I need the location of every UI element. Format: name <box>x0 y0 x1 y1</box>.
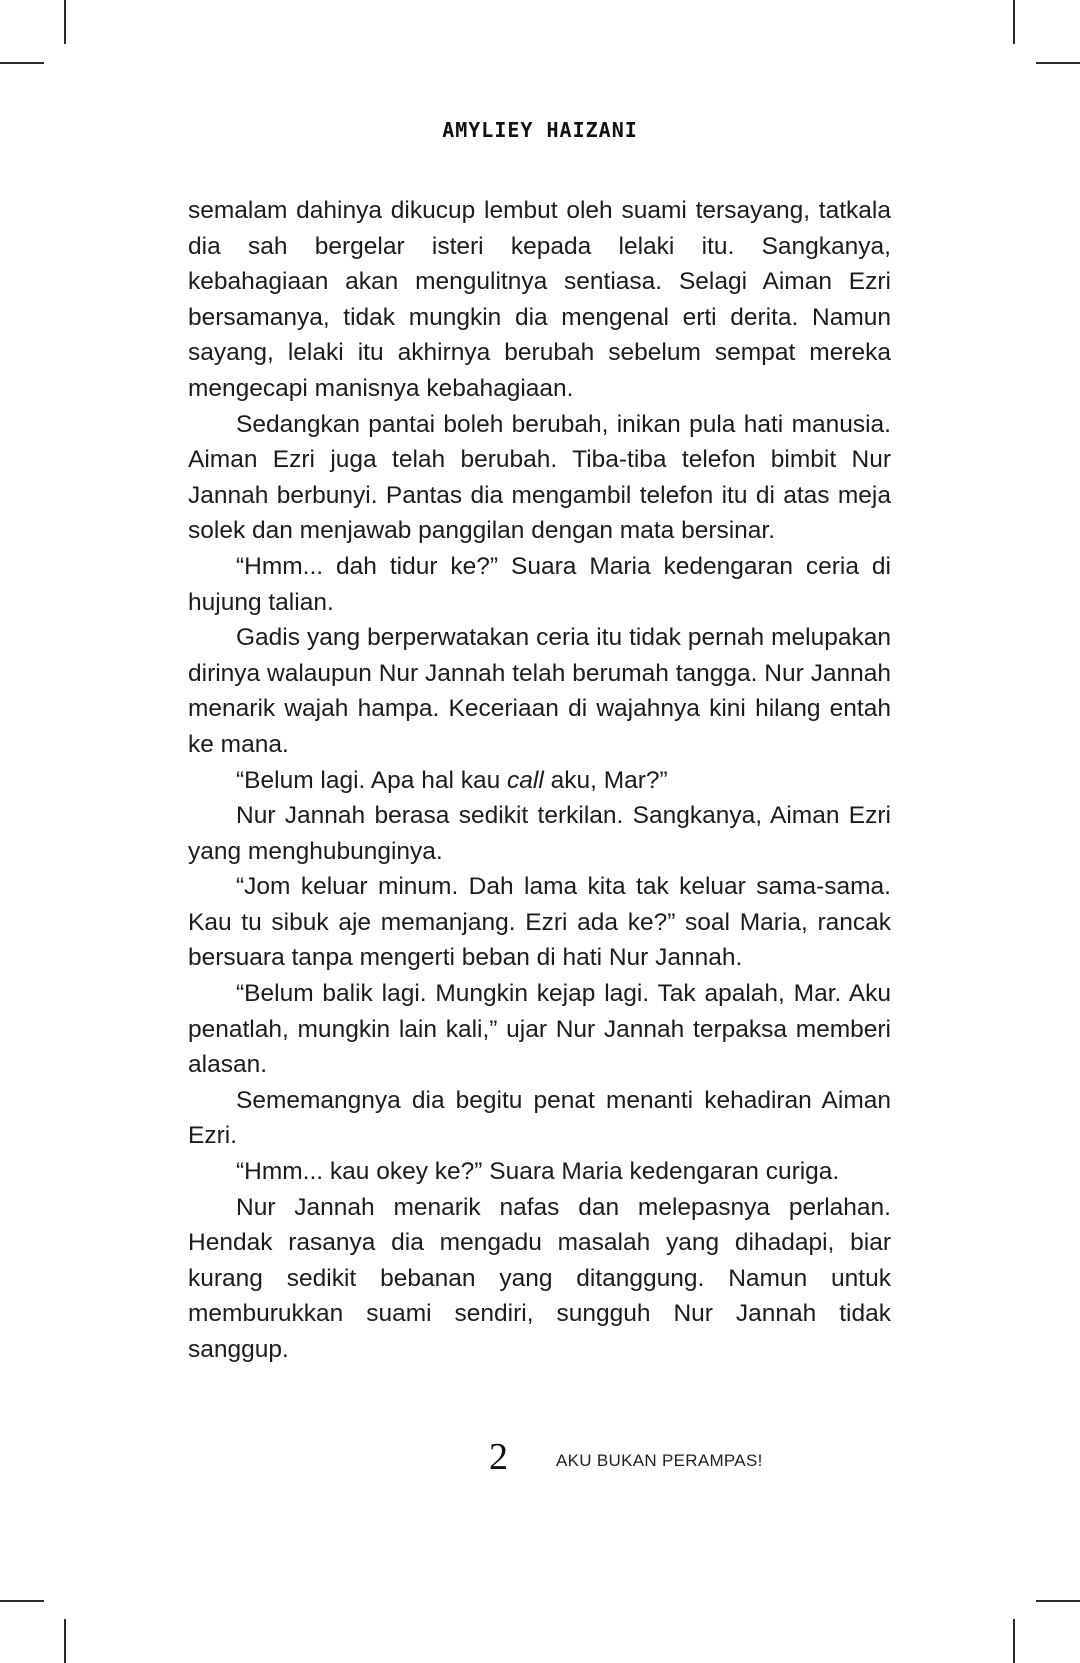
crop-mark-top-right-vertical <box>1013 0 1015 44</box>
paragraph: “Hmm... dah tidur ke?” Suara Maria kedengaran ceria di hujung talian. <box>188 552 891 616</box>
paragraph: semalam dahinya dikucup lembut oleh suami tersayang, tatkala dia sah bergelar isteri kepada lelaki itu. Sangkanya, kebahagiaan akan mengulitnya sentiasa. Selagi Aiman Ezri bersamanya, tidak mungkin dia mengenal erti derita. Namun sayang, lelaki itu akhirnya berubah sebelum sempat mereka mengecapi manisnya kebahagiaan. <box>188 197 891 402</box>
paragraph: Nur Jannah berasa sedikit terkilan. Sangkanya, Aiman Ezri yang menghubunginya. <box>188 802 891 865</box>
paragraph <box>188 763 891 799</box>
page-body <box>188 193 891 1368</box>
crop-mark-bottom-left-vertical <box>64 1619 66 1663</box>
paragraph: “Jom keluar minum. Dah lama kita tak keluar sama-sama. Kau tu sibuk aje memanjang. Ezri ada ke?” soal Maria, rancak bersuara tanpa mengerti beban di hati Nur Jannah. <box>188 873 891 972</box>
page-number: 2 <box>489 1436 508 1478</box>
crop-mark-top-right-horizontal <box>1036 62 1080 64</box>
book-title: AKU BUKAN PERAMPAS! <box>556 1451 763 1470</box>
crop-mark-top-left-horizontal <box>0 62 44 64</box>
paragraph: Nur Jannah menarik nafas dan melepasnya perlahan. Hendak rasanya dia mengadu masalah yang dihadapi, biar kurang sedikit bebanan yang ditanggung. Namun untuk memburukkan suami sendiri, sungguh Nur Jannah tidak sanggup. <box>188 1193 891 1363</box>
crop-mark-bottom-right-vertical <box>1013 1619 1015 1663</box>
crop-mark-top-left-vertical <box>64 0 66 44</box>
paragraph: Sedangkan pantai boleh berubah, inikan pula hati manusia. Aiman Ezri juga telah berubah. Tiba-tiba telefon bimbit Nur Jannah berbunyi. Pantas dia mengambil telefon itu di atas meja solek dan menjawab panggilan dengan mata bersinar. <box>188 410 891 545</box>
paragraph: Gadis yang berperwatakan ceria itu tidak pernah melupakan dirinya walaupun Nur Jannah telah berumah tangga. Nur Jannah menarik wajah hampa. Keceriaan di wajahnya kini hilang entah ke mana. <box>188 624 891 758</box>
italic-word: call <box>507 766 544 794</box>
paragraph: “Hmm... kau okey ke?” Suara Maria kedengaran curiga. <box>236 1158 840 1186</box>
crop-mark-bottom-right-horizontal <box>1036 1600 1080 1602</box>
running-head: AMYLIEY HAIZANI <box>442 118 638 142</box>
paragraph: “Belum balik lagi. Mungkin kejap lagi. Tak apalah, Mar. Aku penatlah, mungkin lain kali,” ujar Nur Jannah terpaksa memberi alasan. <box>188 980 891 1079</box>
crop-mark-bottom-left-horizontal <box>0 1600 44 1602</box>
paragraph-text: “Belum lagi. Apa hal kau <box>236 766 508 794</box>
paragraph-text: aku, Mar?” <box>543 766 668 794</box>
paragraph: Sememangnya dia begitu penat menanti kehadiran Aiman Ezri. <box>188 1086 891 1150</box>
